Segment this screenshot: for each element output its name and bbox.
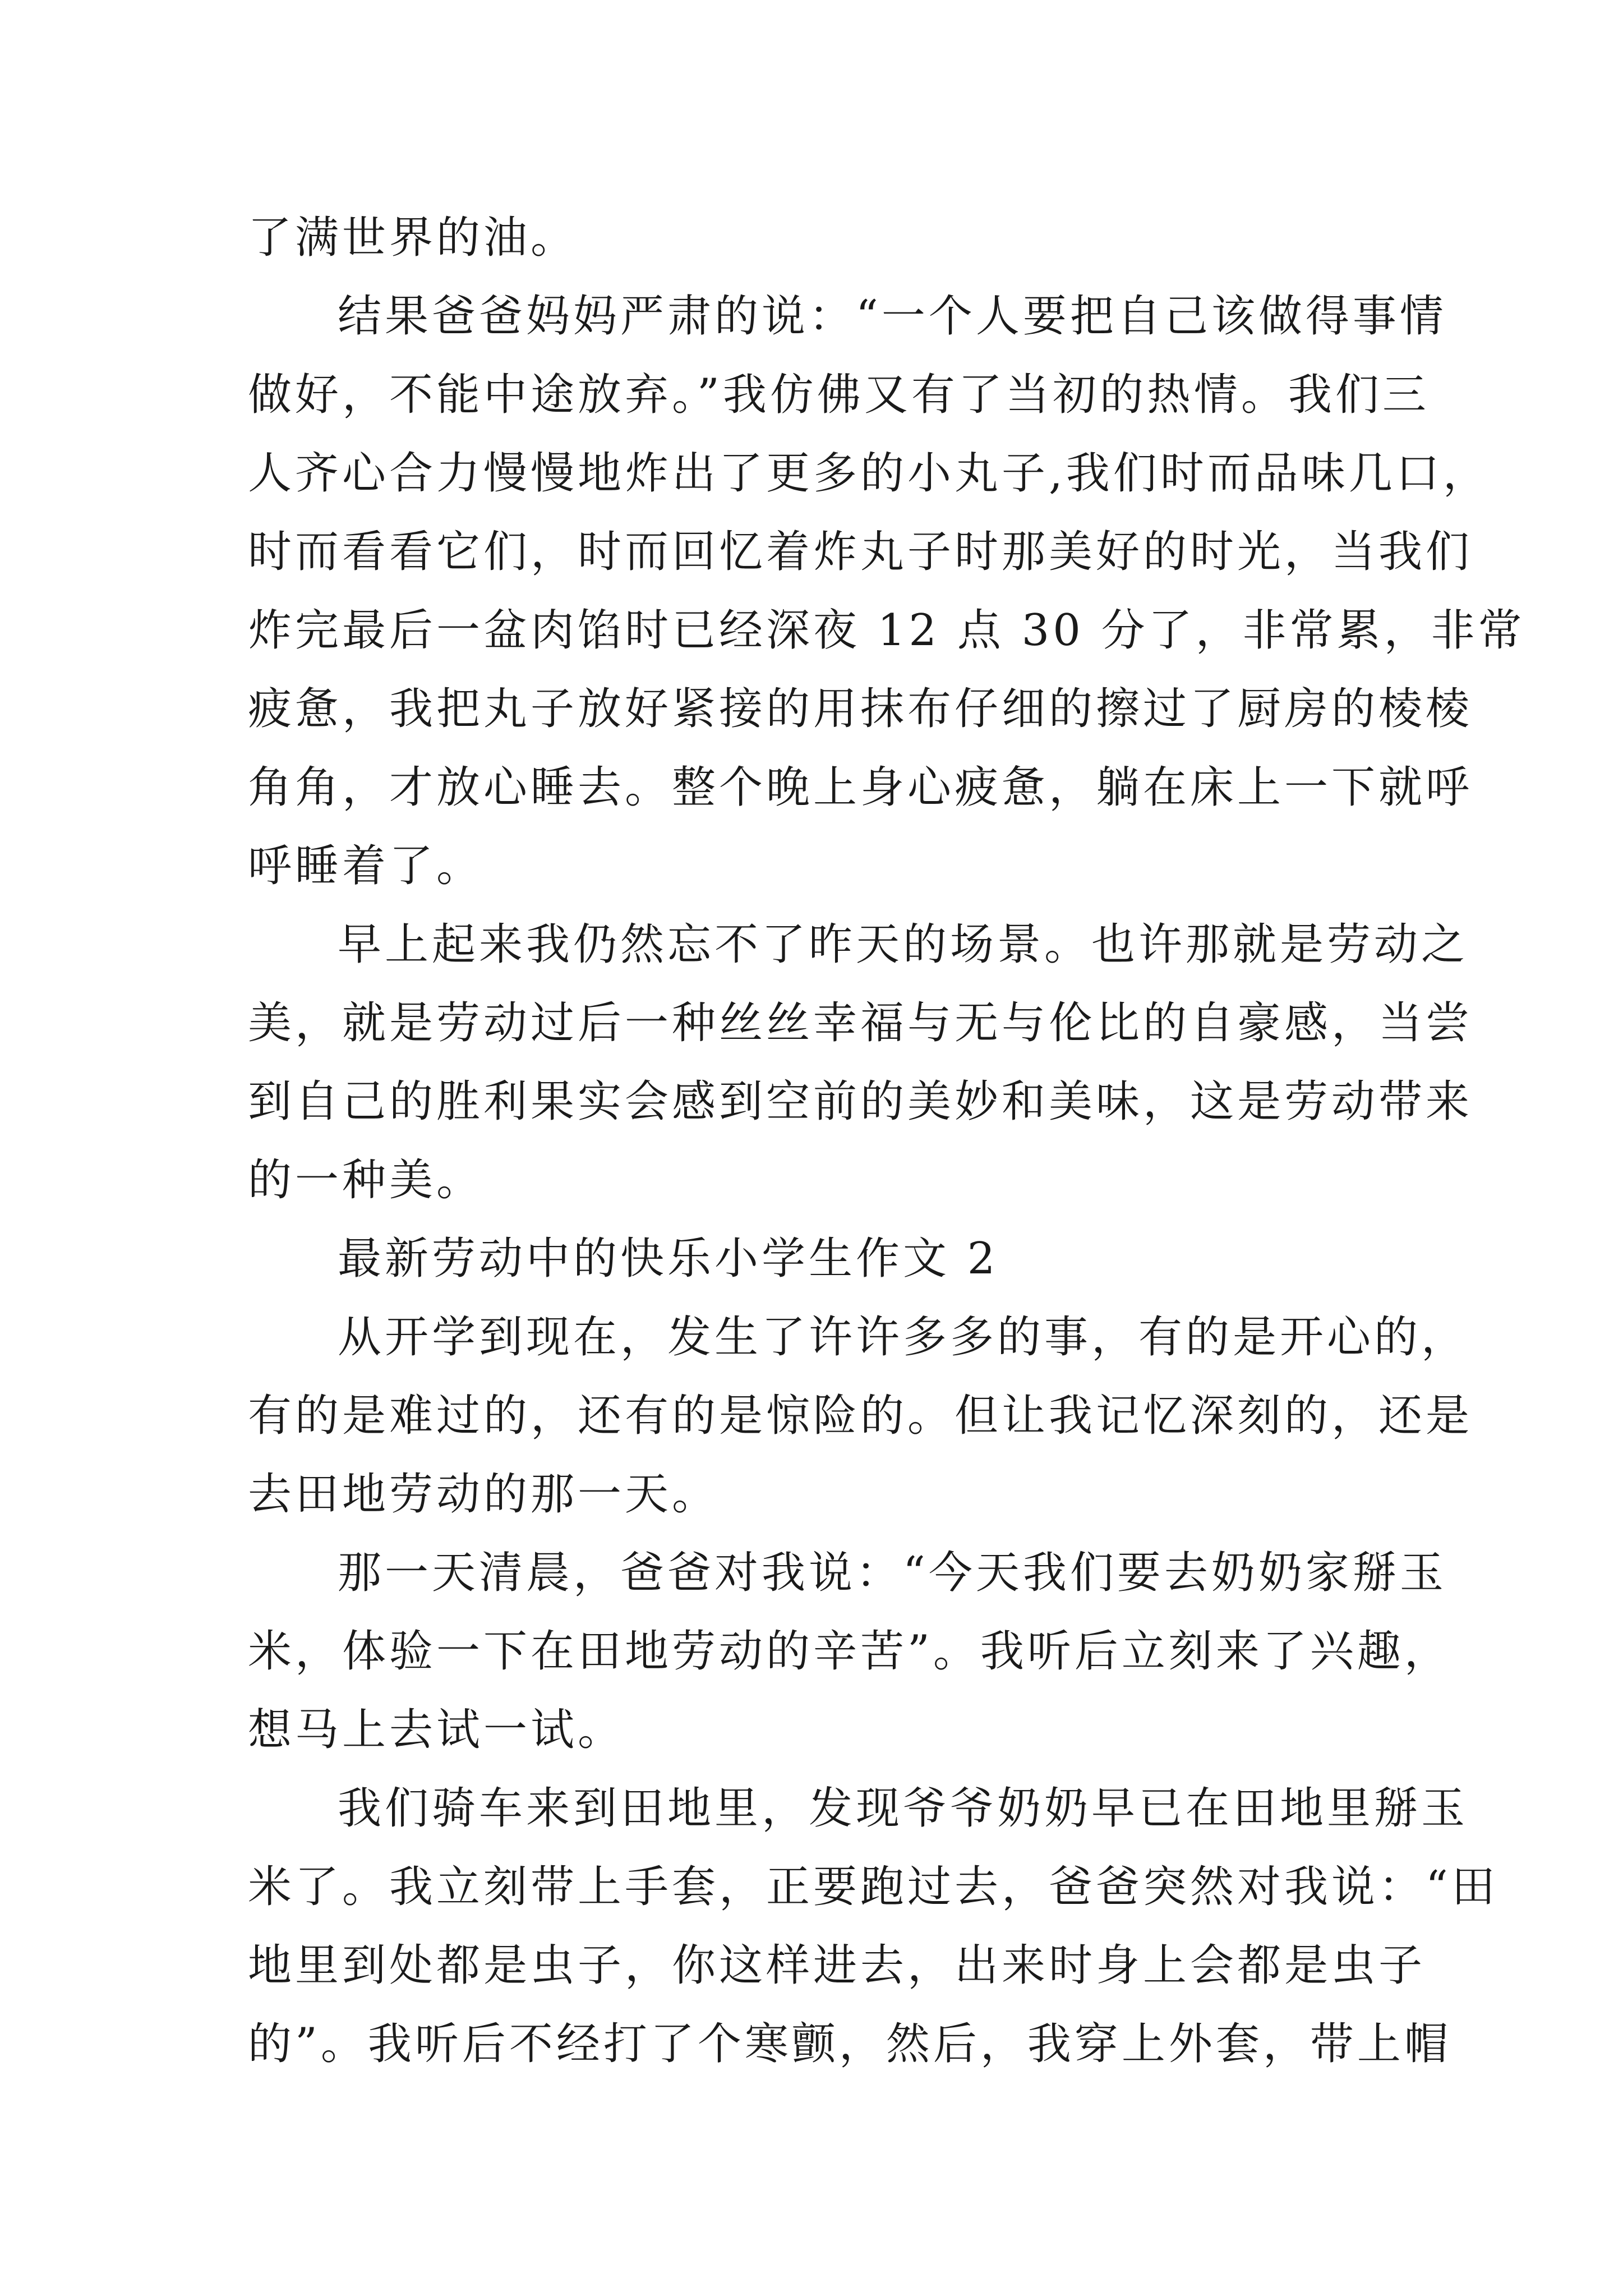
text-line: 我们骑车来到田地里，发现爷爷奶奶早已在田地里掰玉 — [338, 1783, 1469, 1834]
text-line: 米了。我立刻带上手套，正要跑过去，爸爸突然对我说：“田 — [248, 1862, 1498, 1912]
text-line: 的”。我听后不经打了个寒颤，然后，我穿上外套，带上帽 — [248, 2019, 1451, 2069]
text-line: 美，就是劳动过后一种丝丝幸福与无与伦比的自豪感，当尝 — [248, 998, 1473, 1048]
text-line: 疲惫，我把丸子放好紧接的用抹布仔细的擦过了厨房的棱棱 — [248, 684, 1473, 734]
text-line: 做好，不能中途放弃。”我仿佛又有了当初的热情。我们三 — [248, 370, 1430, 420]
text-line: 人齐心合力慢慢地炸出了更多的小丸子,我们时而品味几口， — [248, 448, 1490, 499]
text-line: 那一天清晨，爸爸对我说：“今天我们要去奶奶家掰玉 — [338, 1548, 1447, 1598]
text-line: 想马上去试一试。 — [248, 1705, 625, 1755]
text-line: 到自己的胜利果实会感到空前的美妙和美味，这是劳动带来 — [248, 1076, 1473, 1127]
text-line: 从开学到现在，发生了许许多多的事，有的是开心的， — [338, 1312, 1469, 1363]
text-line: 去田地劳动的那一天。 — [248, 1469, 720, 1520]
text-line: 结果爸爸妈妈严肃的说：“一个人要把自己该做得事情 — [338, 291, 1447, 342]
text-line: 米，体验一下在田地劳动的辛苦”。我听后立刻来了兴趣， — [248, 1626, 1451, 1677]
text-line: 了满世界的油。 — [248, 213, 578, 263]
text-line: 角角，才放心睡去。整个晚上身心疲惫，躺在床上一下就呼 — [248, 762, 1473, 813]
text-line: 呼睡着了。 — [248, 841, 484, 891]
text-line: 早上起来我仍然忘不了昨天的场景。也许那就是劳动之 — [338, 919, 1469, 970]
section-heading: 最新劳动中的快乐小学生作文 2 — [338, 1234, 999, 1284]
text-line: 时而看看它们，时而回忆着炸丸子时那美好的时光，当我们 — [248, 527, 1473, 577]
text-line: 地里到处都是虫子，你这样进去，出来时身上会都是虫子 — [248, 1940, 1426, 1991]
text-line: 炸完最后一盆肉馅时已经深夜 12 点 30 分了，非常累，非常 — [248, 605, 1525, 656]
text-line: 的一种美。 — [248, 1155, 484, 1205]
text-line: 有的是难过的，还有的是惊险的。但让我记忆深刻的，还是 — [248, 1391, 1473, 1441]
